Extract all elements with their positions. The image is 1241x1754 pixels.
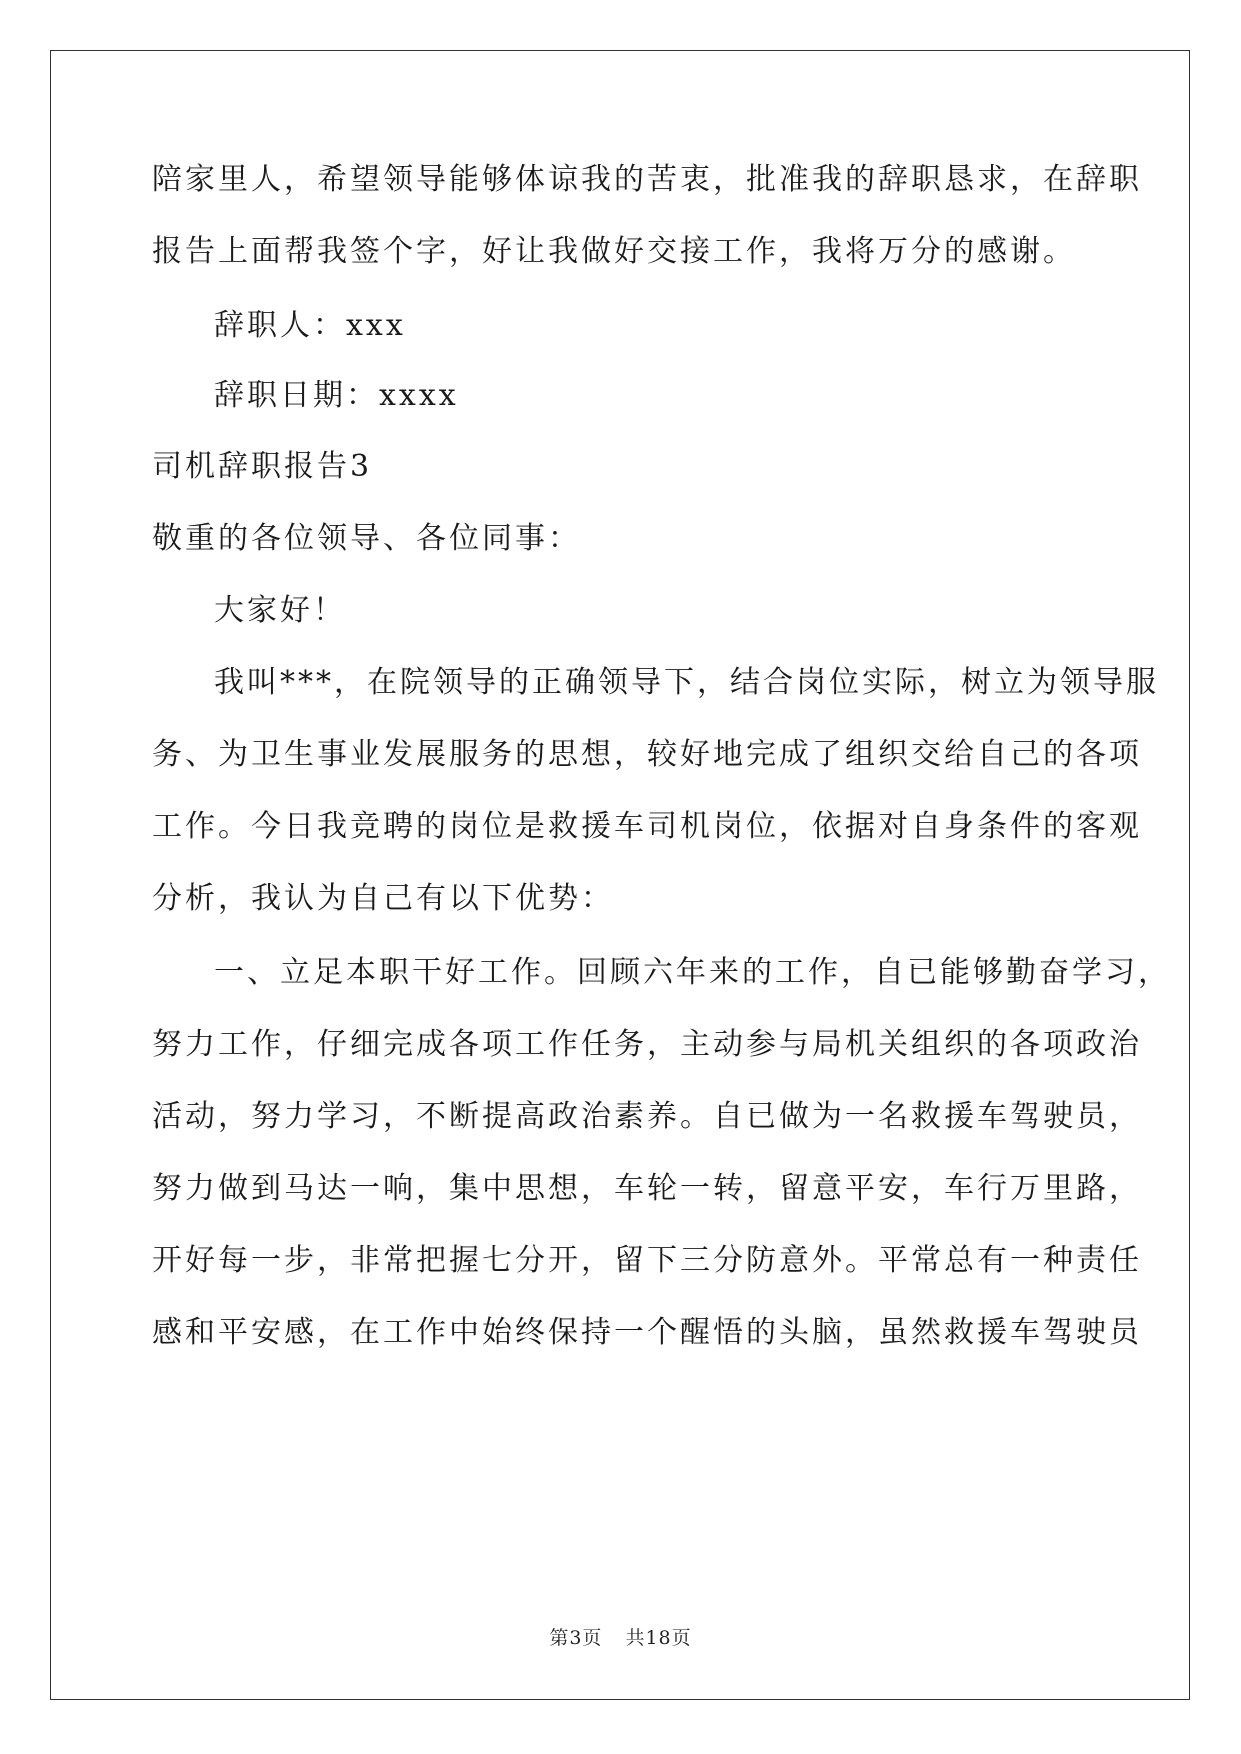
resign-date-line: 辞职日期：xxxx [214,378,459,413]
page-number: 第3页 [549,1627,603,1649]
paragraph-line: 务、为卫生事业发展服务的思想，较好地完成了组织交给自己的各项 [152,737,1142,772]
resigner-line: 辞职人：xxx [214,308,406,343]
paragraph-line: 报告上面帮我签个字，好让我做好交接工作，我将万分的感谢。 [152,234,1076,269]
paragraph-line: 一、立足本职干好工作。回顾六年来的工作，自已能够勤奋学习， [214,955,1171,990]
paragraph-line: 努力工作，仔细完成各项工作任务，主动参与局机关组织的各项政治 [152,1027,1142,1062]
salutation: 敬重的各位领导、各位同事： [152,521,581,556]
page-border [50,50,1190,1700]
paragraph-line: 工作。今日我竞聘的岗位是救援车司机岗位，依据对自身条件的客观 [152,809,1142,844]
page-total: 共18页 [625,1627,692,1649]
paragraph-line: 我叫***，在院领导的正确领导下，结合岗位实际，树立为领导服 [214,665,1159,700]
greeting: 大家好！ [214,593,346,628]
paragraph-line: 感和平安感，在工作中始终保持一个醒悟的头脑，虽然救援车驾驶员 [152,1315,1142,1350]
paragraph-line: 活动，努力学习，不断提高政治素养。自已做为一名救援车驾驶员， [152,1099,1142,1134]
paragraph-line: 分析，我认为自己有以下优势： [152,881,614,916]
section-title: 司机辞职报告3 [152,449,373,484]
page-footer [0,1623,1241,1650]
paragraph-line: 开好每一步，非常把握七分开，留下三分防意外。平常总有一种责任 [152,1243,1142,1278]
paragraph-line: 陪家里人，希望领导能够体谅我的苦衷，批准我的辞职恳求，在辞职 [152,162,1142,197]
paragraph-line: 努力做到马达一响，集中思想，车轮一转，留意平安，车行万里路， [152,1171,1142,1206]
